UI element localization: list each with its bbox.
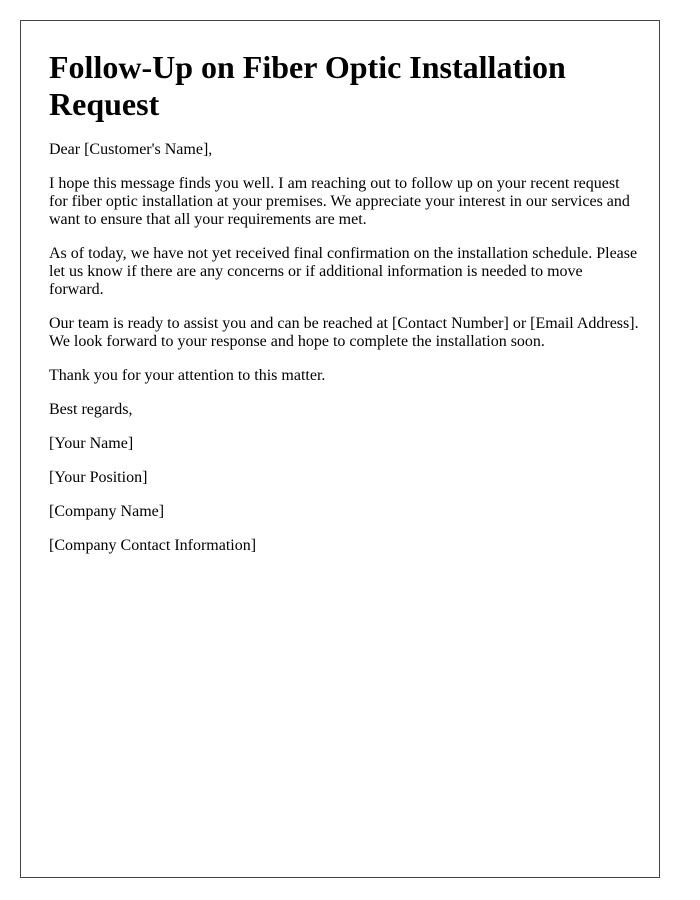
letter-title: Follow-Up on Fiber Optic Installation Request	[49, 49, 566, 122]
signature-contact: [Company Contact Information]	[49, 537, 257, 554]
body-paragraph-1: I hope this message finds you well. I am reaching out to follow up on your recent request for fiber optic installation at your premises. We appreciate your interest in our services and want to ensure that all your requirements are met.	[49, 175, 630, 228]
body-paragraph-2: As of today, we have not yet received final confirmation on the installation schedule. Please let us know if there are any concerns or if additional information is needed to move forward.	[49, 245, 638, 298]
closing: Best regards,	[49, 401, 133, 418]
signature-position: [Your Position]	[49, 469, 148, 486]
signature-company: [Company Name]	[49, 503, 165, 520]
letter-content	[49, 49, 639, 571]
letter-page	[20, 20, 660, 878]
signature-name: [Your Name]	[49, 435, 134, 452]
body-paragraph-3: Our team is ready to assist you and can be reached at [Contact Number] or [Email Address]. We look forward to your response and hope to complete the installation soon.	[49, 315, 639, 350]
salutation: Dear [Customer's Name],	[49, 141, 213, 158]
body-paragraph-4: Thank you for your attention to this matter.	[49, 367, 326, 384]
